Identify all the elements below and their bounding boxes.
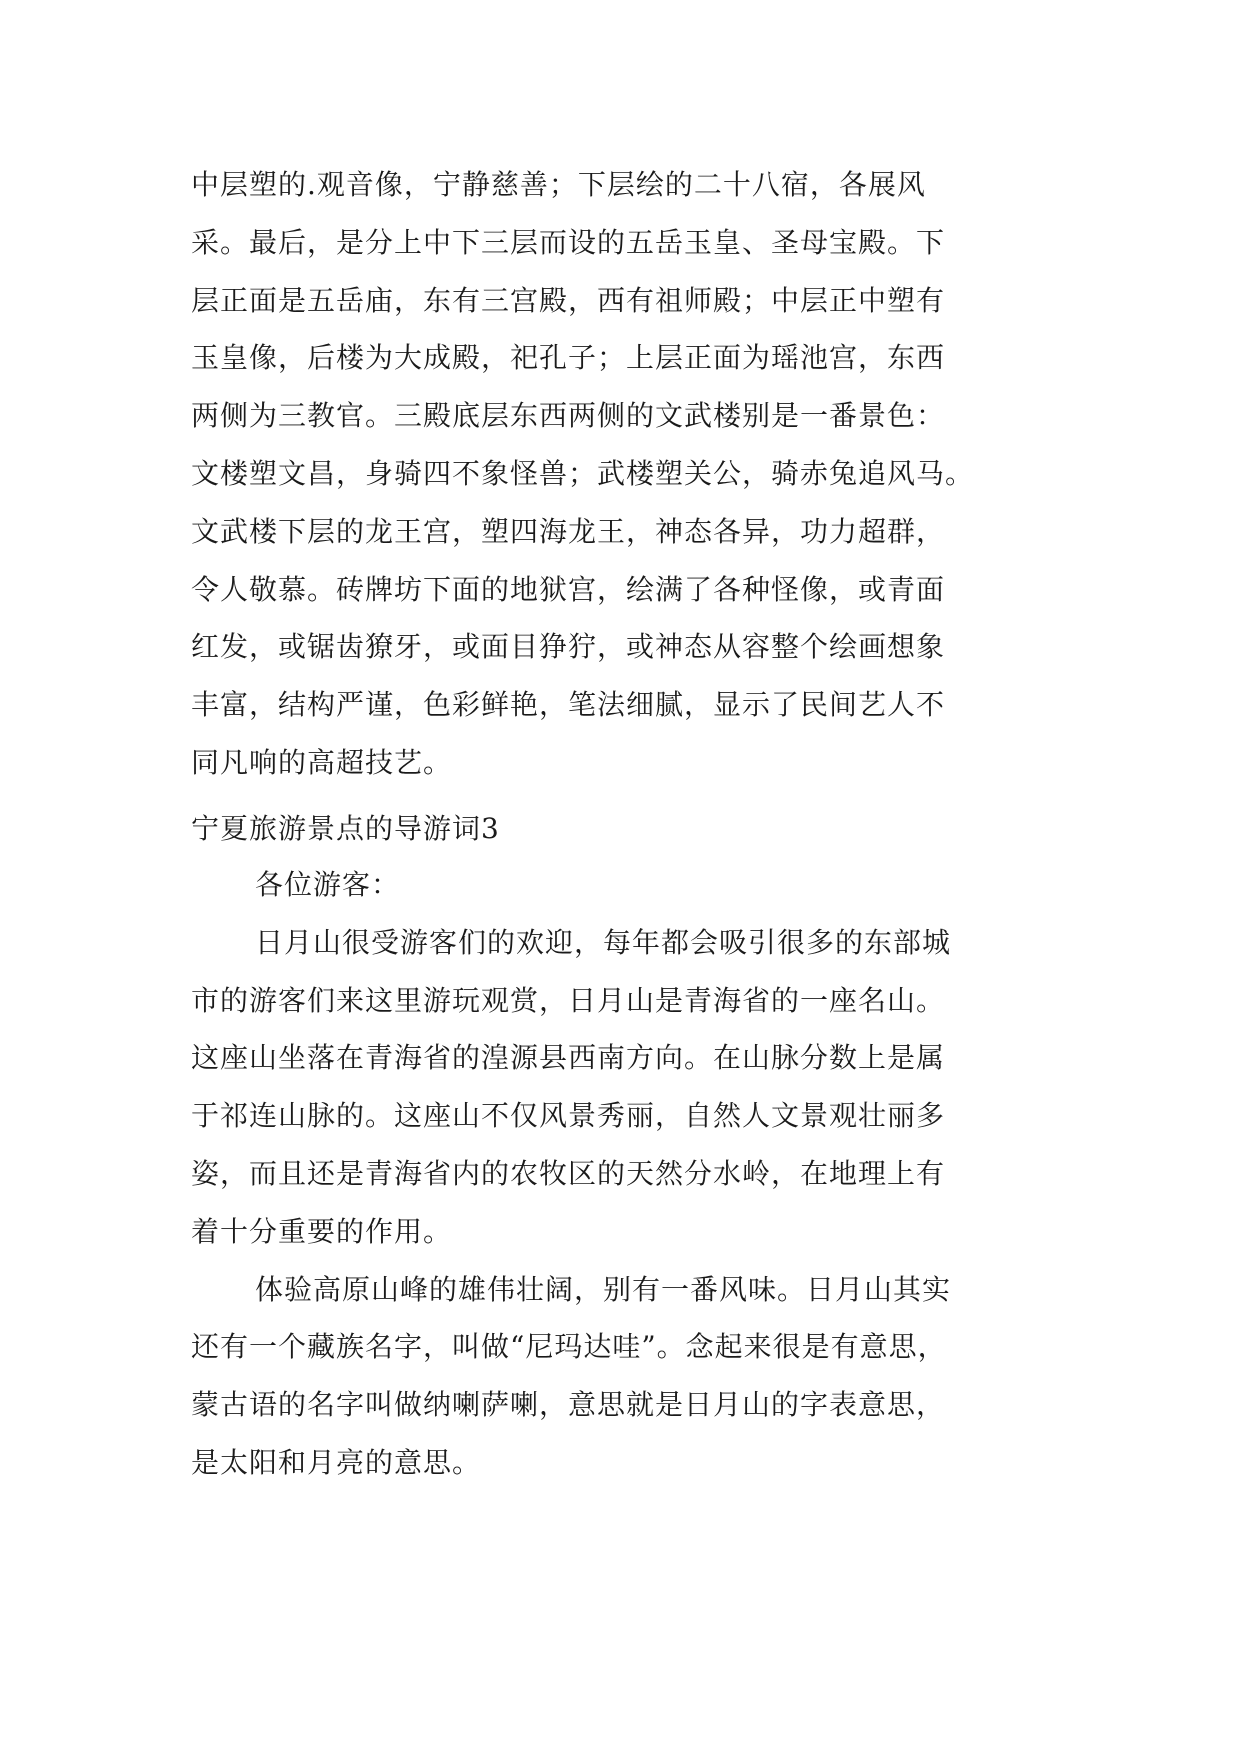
text-line: 丰富，结构严谨，色彩鲜艳，笔法细腻，显示了民间艺人不 [191, 688, 946, 722]
text-line: 还有一个藏族名字，叫做“尼玛达哇”。念起来很是有意思， [191, 1330, 947, 1364]
text-line: 两侧为三教官。三殿底层东西两侧的文武楼别是一番景色： [191, 399, 946, 433]
text-line: 蒙古语的名字叫做纳喇萨喇，意思就是日月山的字表意思， [191, 1388, 946, 1422]
text-line: 同凡响的高超技艺。 [191, 745, 453, 779]
text-line: 于祁连山脉的。这座山不仅风景秀丽，自然人文景观壮丽多 [191, 1099, 946, 1133]
text-line: 玉皇像，后楼为大成殿，祀孔子；上层正面为瑶池宫，东西 [191, 341, 946, 375]
text-line: 是太阳和月亮的意思。 [191, 1445, 482, 1479]
text-line: 中层塑的.观音像，宁静慈善；下层绘的二十八宿，各展风 [191, 168, 926, 201]
text-line: 体验高原山峰的雄伟壮阔，别有一番风味。日月山其实 [255, 1272, 952, 1306]
continuation-paragraph [191, 156, 1051, 792]
text-line: 文武楼下层的龙王宫，塑四海龙王，神态各异，功力超群， [191, 514, 946, 548]
text-line: 红发，或锯齿獠牙，或面目狰狞，或神态从容整个绘画想象 [191, 630, 946, 664]
section-heading: 宁夏旅游景点的导游词3 [191, 812, 500, 845]
section-body [191, 856, 1051, 1492]
text-line: 市的游客们来这里游玩观赏，日月山是青海省的一座名山。 [191, 983, 946, 1017]
text-line: 文楼塑文昌，身骑四不象怪兽；武楼塑关公，骑赤兔追风马。 [191, 456, 975, 490]
text-line: 姿，而且还是青海省内的农牧区的天然分水岭，在地理上有 [191, 1156, 946, 1190]
text-line: 层正面是五岳庙，东有三宫殿，西有祖师殿；中层正中塑有 [191, 283, 946, 317]
text-line: 采。最后，是分上中下三层而设的五岳玉皇、圣母宝殿。下 [191, 225, 946, 259]
text-line: 令人敬慕。砖牌坊下面的地狱宫，绘满了各种怪像，或青面 [191, 572, 946, 606]
text-line: 着十分重要的作用。 [191, 1214, 453, 1248]
greeting: 各位游客： [255, 868, 401, 901]
text-line: 这座山坐落在青海省的湟源县西南方向。在山脉分数上是属 [191, 1041, 946, 1075]
section-heading-block [191, 800, 1051, 858]
text-line: 日月山很受游客们的欢迎，每年都会吸引很多的东部城 [255, 925, 952, 959]
